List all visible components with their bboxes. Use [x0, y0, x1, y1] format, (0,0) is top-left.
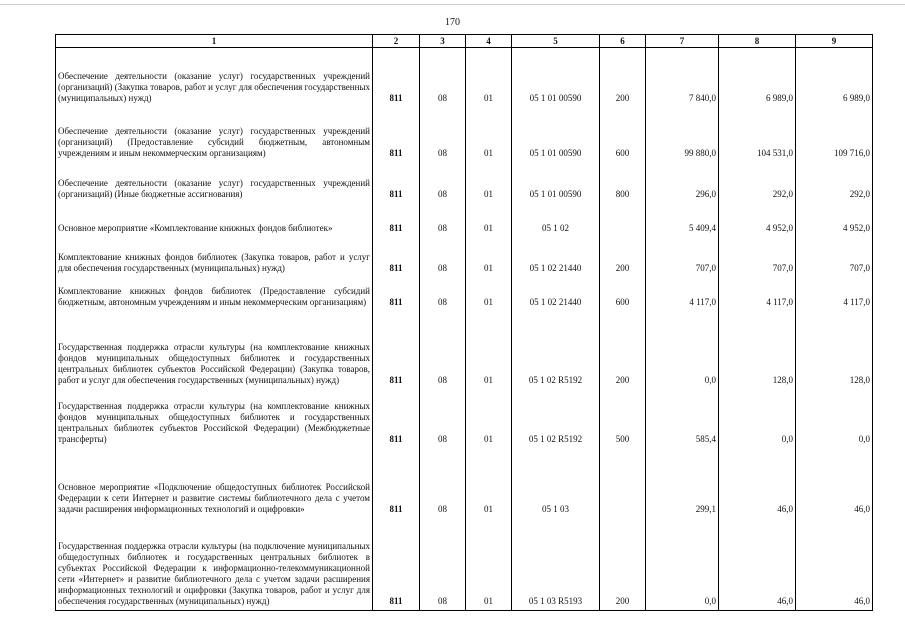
row-value-8: 0,0 [719, 389, 796, 448]
row-target-code: 05 1 01 00590 [512, 107, 600, 162]
row-name: Обеспечение деятельности (оказание услуг) государственных учреждений (организаций) (Предоставление субсидий бюджетным, автономным учреждениям и иным некоммерческим организациям) [56, 107, 373, 162]
row-value-7: 4 117,0 [646, 277, 719, 311]
row-code: 811 [373, 48, 420, 107]
row-value-8: 6 989,0 [719, 48, 796, 107]
row-value-8: 128,0 [719, 311, 796, 389]
row-target-code: 05 1 02 R5192 [512, 311, 600, 389]
row-expense-type: 600 [600, 277, 646, 311]
row-name: Обеспечение деятельности (оказание услуг) государственных учреждений (организаций) (Иные бюджетные ассигнования) [56, 162, 373, 203]
row-value-9: 292,0 [796, 162, 873, 203]
row-name: Основное мероприятие «Подключение общедоступных библиотек Российской Федерации к сети Интернет и развитие системы библиотечного дела с учетом задачи расширения информационных технологий и оцифровки» [56, 448, 373, 518]
row-value-9: 109 716,0 [796, 107, 873, 162]
column-header: 1 [56, 35, 373, 48]
row-subsection: 01 [466, 311, 512, 389]
table-row [56, 237, 873, 277]
table-row [56, 311, 873, 389]
row-name: Комплектование книжных фондов библиотек (Закупка товаров, работ и услуг для обеспечения государственных (муниципальных) нужд) [56, 237, 373, 277]
row-name: Государственная поддержка отрасли культуры (на подключение муниципальных общедоступных библиотек и государственных центральных библиотек в субъектах Российской Федерации к информационно-телекоммуникационной сети «Интернет» и развитие библиотечного дела с учетом задачи расширения информационных технологий и оцифровки (Закупка товаров, работ и услуг для обеспечения государственных (муниципальных) нужд) [56, 518, 373, 611]
row-section: 08 [420, 107, 466, 162]
row-value-7: 296,0 [646, 162, 719, 203]
table-row [56, 203, 873, 237]
row-section: 08 [420, 203, 466, 237]
row-code: 811 [373, 237, 420, 277]
row-subsection: 01 [466, 518, 512, 611]
row-value-8: 292,0 [719, 162, 796, 203]
column-header: 3 [420, 35, 466, 48]
row-subsection: 01 [466, 107, 512, 162]
row-section: 08 [420, 277, 466, 311]
row-section: 08 [420, 237, 466, 277]
row-name: Основное мероприятие «Комплектование книжных фондов библиотек» [56, 203, 373, 237]
row-expense-type: 200 [600, 48, 646, 107]
column-header: 9 [796, 35, 873, 48]
row-section: 08 [420, 389, 466, 448]
table-row [56, 107, 873, 162]
row-value-7: 99 880,0 [646, 107, 719, 162]
row-expense-type: 200 [600, 311, 646, 389]
row-target-code: 05 1 01 00590 [512, 162, 600, 203]
row-expense-type [600, 203, 646, 237]
row-value-7: 0,0 [646, 311, 719, 389]
row-value-7: 7 840,0 [646, 48, 719, 107]
row-code: 811 [373, 448, 420, 518]
row-value-9: 707,0 [796, 237, 873, 277]
row-subsection: 01 [466, 48, 512, 107]
row-section: 08 [420, 311, 466, 389]
row-subsection: 01 [466, 389, 512, 448]
row-subsection: 01 [466, 448, 512, 518]
row-subsection: 01 [466, 203, 512, 237]
row-expense-type: 600 [600, 107, 646, 162]
row-section: 08 [420, 48, 466, 107]
column-header: 7 [646, 35, 719, 48]
budget-table [55, 34, 873, 611]
column-header: 2 [373, 35, 420, 48]
row-code: 811 [373, 162, 420, 203]
column-header: 5 [512, 35, 600, 48]
column-header: 4 [466, 35, 512, 48]
table-row [56, 162, 873, 203]
table-row [56, 48, 873, 107]
row-target-code: 05 1 02 R5192 [512, 389, 600, 448]
row-expense-type [600, 448, 646, 518]
row-target-code: 05 1 02 [512, 203, 600, 237]
row-section: 08 [420, 162, 466, 203]
row-value-9: 46,0 [796, 448, 873, 518]
row-name: Государственная поддержка отрасли культуры (на комплектование книжных фондов муниципальных общедоступных библиотек и государственных центральных библиотек субъектов Российской Федерации) (Закупка товаров, работ и услуг для обеспечения государственных (муниципальных) нужд) [56, 311, 373, 389]
table-row [56, 277, 873, 311]
row-target-code: 05 1 02 21440 [512, 237, 600, 277]
table-row [56, 389, 873, 448]
table-row [56, 518, 873, 611]
column-header: 8 [719, 35, 796, 48]
row-code: 811 [373, 107, 420, 162]
row-target-code: 05 1 03 [512, 448, 600, 518]
row-code: 811 [373, 518, 420, 611]
row-subsection: 01 [466, 162, 512, 203]
row-code: 811 [373, 389, 420, 448]
row-value-8: 4 117,0 [719, 277, 796, 311]
row-name: Комплектование книжных фондов библиотек (Предоставление субсидий бюджетным, автономным учреждениям и иным некоммерческим организациям) [56, 277, 373, 311]
row-value-7: 5 409,4 [646, 203, 719, 237]
row-target-code: 05 1 01 00590 [512, 48, 600, 107]
table-row [56, 448, 873, 518]
row-target-code: 05 1 02 21440 [512, 277, 600, 311]
row-code: 811 [373, 277, 420, 311]
page-number: 170 [445, 17, 460, 28]
row-value-7: 707,0 [646, 237, 719, 277]
row-value-7: 0,0 [646, 518, 719, 611]
row-value-9: 128,0 [796, 311, 873, 389]
column-header: 6 [600, 35, 646, 48]
page-top-border [0, 4, 905, 5]
row-expense-type: 800 [600, 162, 646, 203]
row-value-7: 299,1 [646, 448, 719, 518]
row-value-8: 104 531,0 [719, 107, 796, 162]
row-value-7: 585,4 [646, 389, 719, 448]
row-section: 08 [420, 448, 466, 518]
row-expense-type: 200 [600, 237, 646, 277]
row-code: 811 [373, 203, 420, 237]
row-value-8: 46,0 [719, 448, 796, 518]
row-name: Государственная поддержка отрасли культуры (на комплектование книжных фондов муниципальных общедоступных библиотек и государственных центральных библиотек субъектов Российской Федерации) (Межбюджетные трансферты) [56, 389, 373, 448]
row-value-9: 46,0 [796, 518, 873, 611]
column-number-row [56, 35, 873, 48]
row-value-9: 6 989,0 [796, 48, 873, 107]
row-subsection: 01 [466, 277, 512, 311]
row-value-8: 46,0 [719, 518, 796, 611]
row-value-9: 4 117,0 [796, 277, 873, 311]
row-target-code: 05 1 03 R5193 [512, 518, 600, 611]
row-section: 08 [420, 518, 466, 611]
row-subsection: 01 [466, 237, 512, 277]
row-name: Обеспечение деятельности (оказание услуг) государственных учреждений (организаций) (Закупка товаров, работ и услуг для обеспечения государственных (муниципальных) нужд) [56, 48, 373, 107]
row-expense-type: 200 [600, 518, 646, 611]
row-value-8: 4 952,0 [719, 203, 796, 237]
row-value-9: 4 952,0 [796, 203, 873, 237]
row-value-8: 707,0 [719, 237, 796, 277]
row-code: 811 [373, 311, 420, 389]
row-expense-type: 500 [600, 389, 646, 448]
row-value-9: 0,0 [796, 389, 873, 448]
